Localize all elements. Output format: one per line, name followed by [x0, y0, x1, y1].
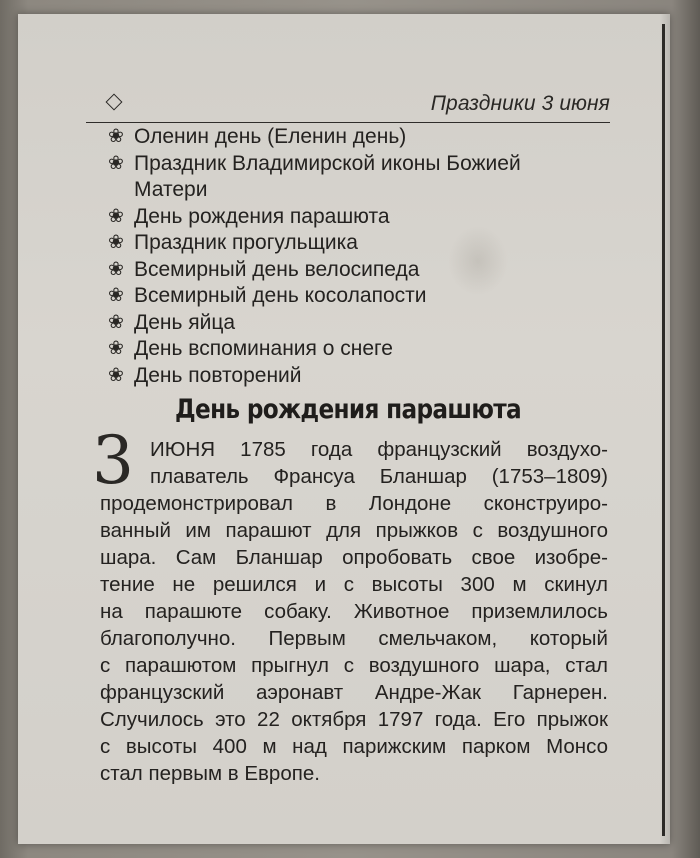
list-item [108, 310, 608, 337]
body-line: стал первым в Европе. [100, 762, 320, 785]
body-line: ИЮНЯ 1785 года французский воздухо- [150, 438, 608, 461]
body-line: благополучно. Первым смельчаком, который [100, 627, 608, 650]
list-item-text: День вспоминания о снеге [134, 337, 393, 360]
body-line: с высоты 400 м над парижским парком Монсо [100, 735, 608, 758]
holiday-list [108, 124, 608, 389]
list-item [108, 230, 608, 257]
list-item [108, 283, 608, 310]
flower-bullet-icon: ❀ [108, 285, 124, 306]
list-item-text: День яйца [134, 310, 236, 334]
list-item-text: Праздник прогульщика [134, 231, 358, 254]
flower-bullet-icon: ❀ [108, 364, 124, 386]
list-item [108, 204, 608, 231]
list-item-text: Всемирный день косолапости [134, 284, 427, 307]
list-item-text: Оленин день (Еленин день) [134, 125, 407, 148]
flower-bullet-icon: ❀ [108, 126, 124, 147]
flower-bullet-icon: ❀ [108, 152, 124, 174]
flower-bullet-icon: ❀ [108, 258, 124, 280]
list-item-text: День рождения парашюта [134, 204, 390, 228]
list-item-text-continued: Матери [134, 178, 208, 201]
flower-bullet-icon: ❀ [108, 338, 124, 359]
body-line: французский аэронавт Андре-Жак Гарнерен. [100, 681, 608, 704]
body-line: ванный им парашют для прыжков с воздушного [100, 519, 608, 542]
list-item [108, 151, 608, 204]
column-rule [662, 24, 665, 836]
section-header [86, 94, 610, 123]
body-line: с парашютом прыгнул с воздушного шара, стал [100, 654, 608, 677]
body-line: тение не решился и с высоты 300 м скинул [100, 573, 608, 596]
list-item [108, 336, 608, 363]
body-line: продемонстрировал в Лондоне сконструиро- [100, 492, 608, 515]
diamond-icon [106, 94, 123, 111]
article-title: День рождения парашюта [175, 394, 521, 425]
list-item-text: Всемирный день велосипеда [134, 257, 420, 281]
list-item [108, 124, 608, 151]
list-item [108, 363, 608, 390]
article-body [100, 436, 608, 787]
list-item-text: Праздник Владимирской иконы Божией [134, 151, 521, 175]
body-line: плаватель Франсуа Бланшар (1753–1809) [150, 465, 608, 488]
drop-cap: 3 [92, 422, 134, 499]
list-item-text: День повторений [134, 363, 302, 387]
flower-bullet-icon: ❀ [108, 205, 124, 227]
body-line: шара. Сам Бланшар опробовать свое изобре- [100, 546, 608, 569]
body-line: Случилось это 22 октября 1797 года. Его прыжок [100, 708, 608, 731]
flower-bullet-icon: ❀ [108, 311, 124, 333]
flower-bullet-icon: ❀ [108, 232, 124, 253]
section-title: Праздники 3 июня [430, 92, 610, 115]
body-line: на парашюте собаку. Животное приземлилось [100, 600, 608, 623]
list-item [108, 257, 608, 284]
